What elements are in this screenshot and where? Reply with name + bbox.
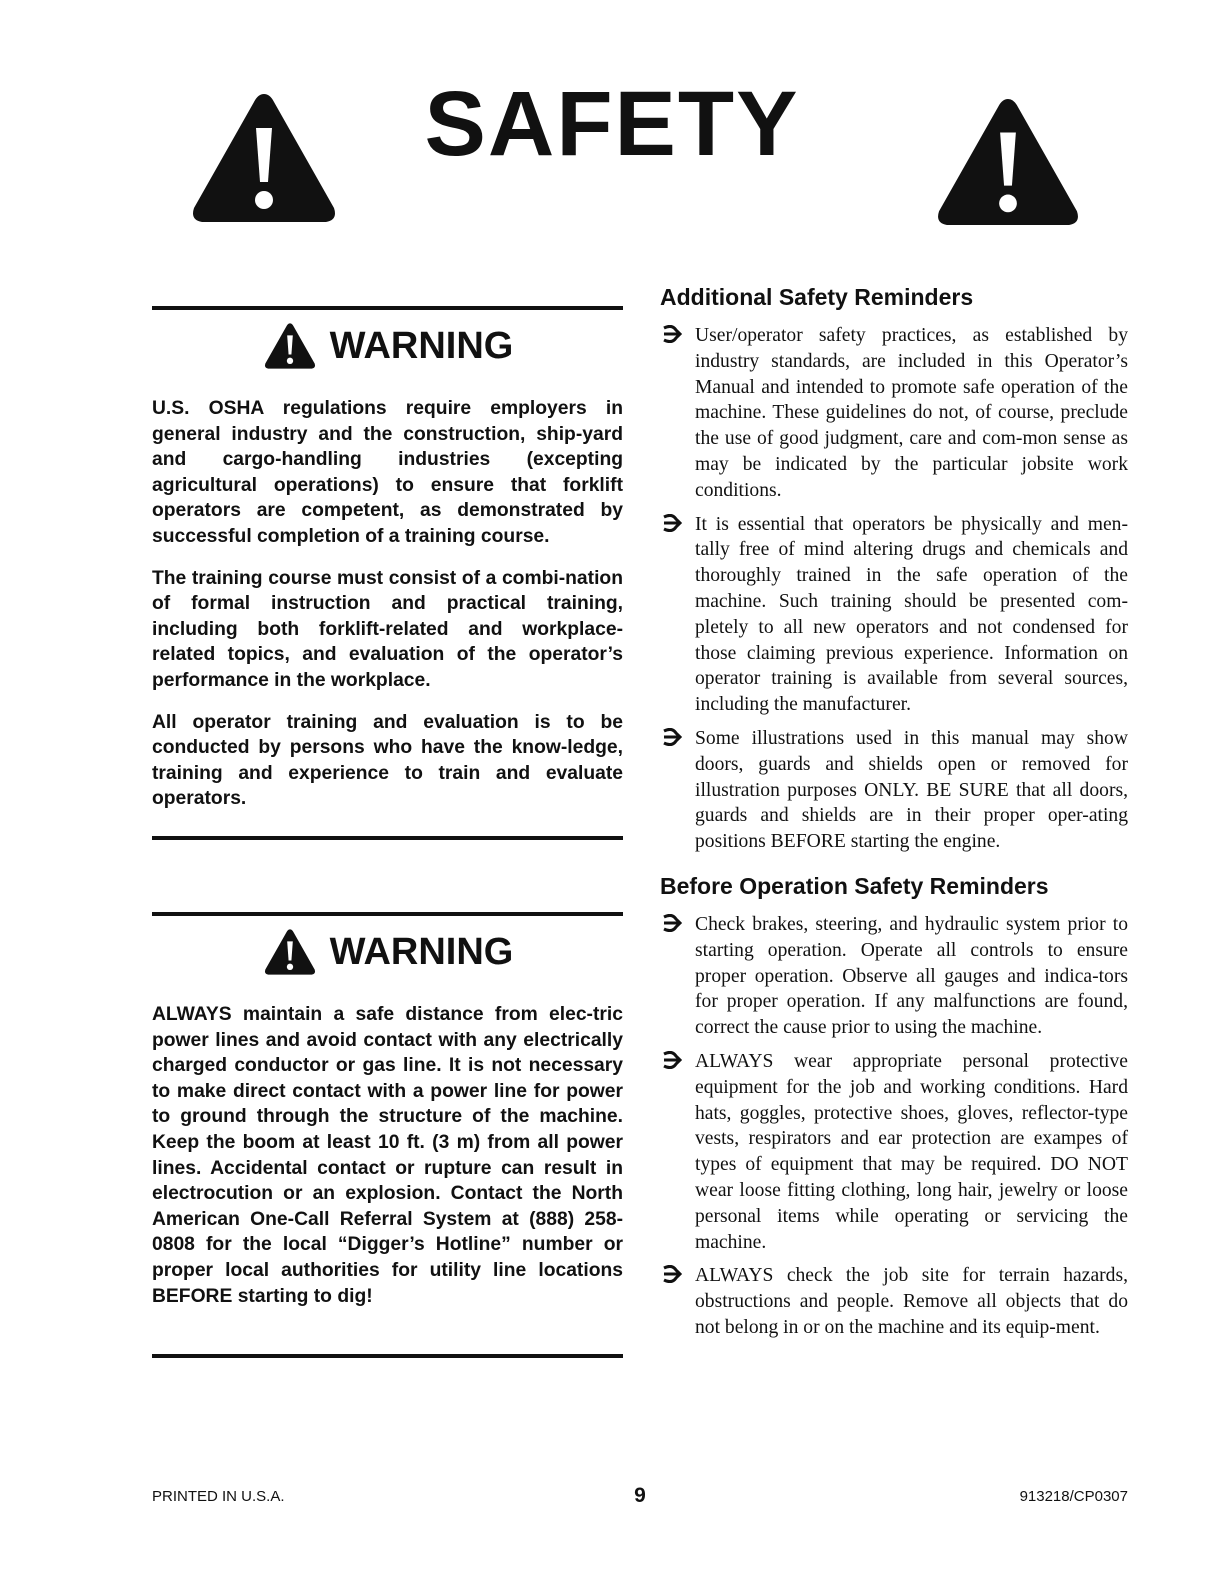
divider <box>152 912 623 916</box>
warning-triangle-icon <box>262 928 318 976</box>
page-footer <box>152 1484 1128 1508</box>
page-number: 9 <box>634 1484 646 1507</box>
list-item <box>660 1263 1128 1340</box>
arrow-bullet-icon <box>662 325 682 343</box>
footer-printed-note: PRINTED IN U.S.A. <box>152 1488 285 1505</box>
arrow-bullet-icon <box>662 1265 682 1283</box>
list-item-text: Some illustrations used in this manual may show doors, guards and shields open or removed for illustration purposes ONLY. BE SURE that all doors, guards and shields are in their proper oper-ating positions BEFORE starting the engine. <box>695 727 1128 853</box>
warning-heading <box>152 928 623 976</box>
list-item-text: It is essential that operators be physically and men-tally free of mind altering drugs and chemicals and thoroughly trained in the safe operation of the machine. Such training should be presented com-pletely to all new operators and not condensed for those claiming previous experience. Information on operator training is available from several sources, including the manufacturer. <box>695 513 1128 716</box>
list-item-text: ALWAYS check the job site for terrain hazards, obstructions and people. Remove all objects that do not belong in or on the machine and its equip-ment. <box>695 1265 1128 1338</box>
arrow-bullet-icon <box>662 514 682 532</box>
list-item <box>660 512 1128 718</box>
divider <box>152 836 623 840</box>
divider <box>152 306 623 310</box>
warning-triangle-icon <box>262 322 318 370</box>
additional-safety-section <box>660 283 1128 863</box>
warning-label: WARNING <box>329 324 514 367</box>
warning-paragraph: All operator training and evaluation is to be conducted by persons who have the know-ledge, training and experience to train and evaluate operators. <box>152 711 623 810</box>
document-code: 913218/CP0307 <box>1019 1488 1128 1505</box>
hazard-triangle-icon <box>934 95 1082 229</box>
arrow-bullet-icon <box>662 914 682 932</box>
warning-paragraph: The training course must consist of a combi-nation of formal instruction and practical training, including both forklift-related and workplace-related topics, and evaluation of the operator’s performance in the workplace. <box>152 567 623 691</box>
list-item <box>660 912 1128 1041</box>
arrow-bullet-icon <box>662 728 682 746</box>
warning-paragraph: ALWAYS maintain a safe distance from elec-tric power lines and avoid contact with any electrically charged conductor or gas line. It is not necessary to make direct contact with a power line for power to ground through the structure of the machine. Keep the boom at least 10 ft. (3 m) from all power lines. Accidental contact or rupture can result in electrocution or an explosion. Contact the North American One-Call Referral System at (888) 258-0808 for the local “Digger’s Hotline” number or proper local authorities for utility line locations BEFORE starting to dig! <box>152 1004 623 1307</box>
warning-heading <box>152 322 623 370</box>
arrow-bullet-icon <box>662 1051 682 1069</box>
list-item <box>660 323 1128 504</box>
warning-label: WARNING <box>329 930 514 973</box>
list-item-text: ALWAYS wear appropriate personal protective equipment for the job and working conditions. Hard hats, goggles, protective shoes, gloves, reflector-type vests, respirators and ear protection are exampes of types of equipment that may be required. DO NOT wear loose fitting clothing, long hair, jewelry or loose personal items while operating or servicing the machine. <box>695 1050 1128 1253</box>
divider <box>152 1354 623 1358</box>
list-item-text: Check brakes, steering, and hydraulic system prior to starting operation. Operate all controls to ensure proper operation. Observe all gauges and indica-tors for proper operation. If any malfunctions are found, correct the cause prior to using the machine. <box>695 914 1128 1039</box>
list-item <box>660 1049 1128 1255</box>
section-heading: Additional Safety Reminders <box>660 284 974 310</box>
list-item <box>660 726 1128 855</box>
warning-paragraph: U.S. OSHA regulations require employers in general industry and the construction, ship-yard and cargo-handling industries (excepting agricultural operations) to ensure that forklift operators are competent, as demonstrated by successful completion of a training course. <box>152 398 623 547</box>
page-title: SAFETY <box>424 73 800 175</box>
section-heading: Before Operation Safety Reminders <box>660 873 1049 899</box>
warning-box <box>152 912 623 1325</box>
warning-box <box>152 306 623 828</box>
list-item-text: User/operator safety practices, as established by industry standards, are included in this Operator’s Manual and intended to promote safe operation of the machine. These guidelines do not, of course, preclude the use of good judgment, care and com-mon sense as may be indicated by the particular jobsite work conditions. <box>695 325 1128 501</box>
before-operation-section <box>660 872 1128 1349</box>
